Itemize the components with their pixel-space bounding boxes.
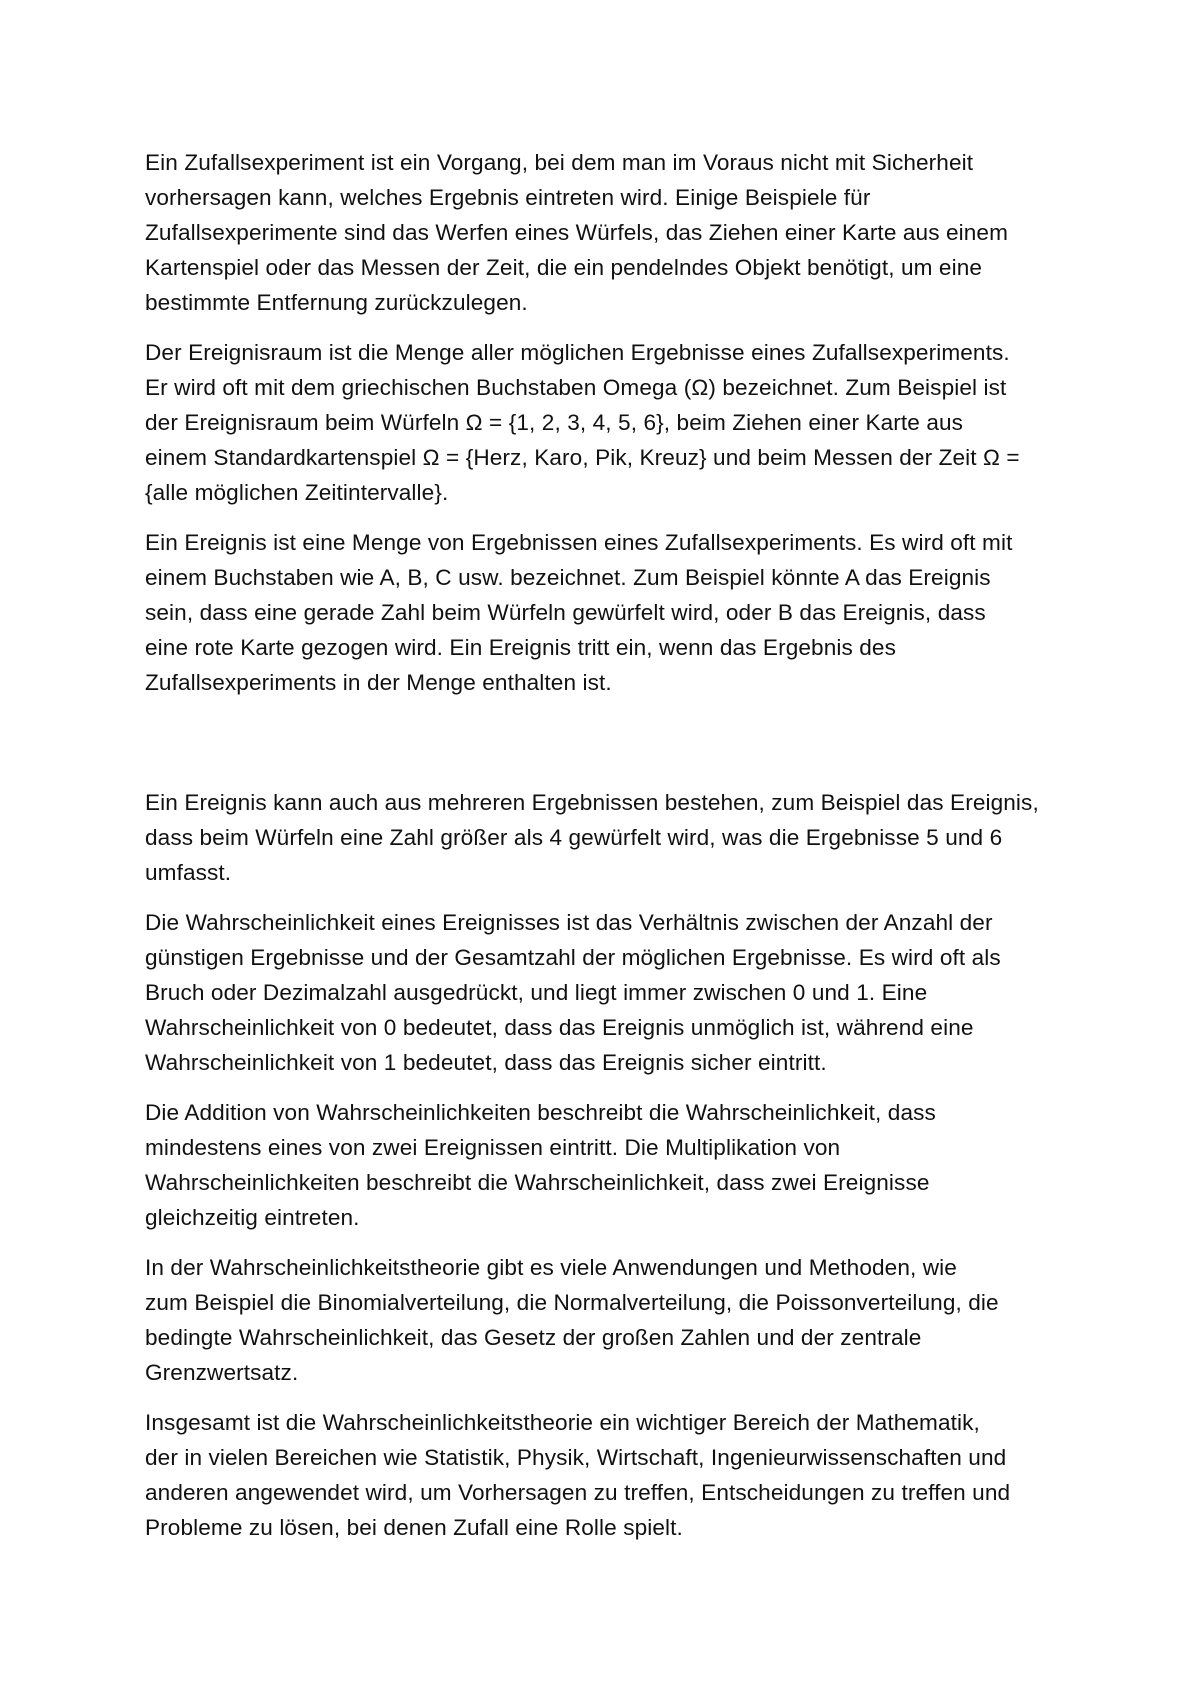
paragraph-zufallsexperiment: Ein Zufallsexperiment ist ein Vorgang, bei dem man im Voraus nicht mit Sicherheit vorhersagen kann, welches Ergebnis eintreten wird. Einige Beispiele für Zufallsexperimente sind das Werfen eines Würfels, das Ziehen einer Karte aus einem Kartenspiel oder das Messen der Zeit, die ein pendelndes Objekt benötigt, um eine bestimmte Entfernung zurückzulegen.	[145, 150, 1008, 315]
paragraph-wahrscheinlichkeit: Die Wahrscheinlichkeit eines Ereignisses ist das Verhältnis zwischen der Anzahl der günstigen Ergebnisse und der Gesamtzahl der möglichen Ergebnisse. Es wird oft als Bruch oder Dezimalzahl ausgedrückt, und liegt immer zwischen 0 und 1. Eine Wahrscheinlichkeit von 0 bedeutet, dass das Ereignis unmöglich ist, während eine Wahrscheinlichkeit von 1 bedeutet, dass das Ereignis sicher eintritt.	[145, 910, 1001, 1075]
paragraph-ereignisraum: Der Ereignisraum ist die Menge aller möglichen Ergebnisse eines Zufallsexperiments. Er wird oft mit dem griechischen Buchstaben Omega (Ω) bezeichnet. Zum Beispiel ist der Ereignisraum beim Würfeln Ω = {1, 2, 3, 4, 5, 6}, beim Ziehen einer Karte aus einem Standardkartenspiel Ω = {Herz, Karo, Pik, Kreuz} und beim Messen der Zeit Ω = {alle möglichen Zeitintervalle}.	[145, 340, 1020, 505]
paragraph-insgesamt: Insgesamt ist die Wahrscheinlichkeitstheorie ein wichtiger Bereich der Mathematik, der in vielen Bereichen wie Statistik, Physik, Wirtschaft, Ingenieurwissenschaften und anderen angewendet wird, um Vorhersagen zu treffen, Entscheidungen zu treffen und Probleme zu lösen, bei denen Zufall eine Rolle spielt.	[145, 1410, 1011, 1540]
paragraph-anwendungen: In der Wahrscheinlichkeitstheorie gibt es viele Anwendungen und Methoden, wie zum Beispiel die Binomialverteilung, die Normalverteilung, die Poissonverteilung, die bedingte Wahrscheinlichkeit, das Gesetz der großen Zahlen und der zentrale Grenzwertsatz.	[145, 1255, 999, 1385]
paragraph-addition-multiplikation: Die Addition von Wahrscheinlichkeiten beschreibt die Wahrscheinlichkeit, dass mindestens eines von zwei Ereignissen eintritt. Die Multiplikation von Wahrscheinlichkeiten beschreibt die Wahrscheinlichkeit, dass zwei Ereignisse gleichzeitig eintreten.	[145, 1100, 936, 1230]
paragraph-mehrere-ergebnisse: Ein Ereignis kann auch aus mehreren Ergebnissen bestehen, zum Beispiel das Ereignis, dass beim Würfeln eine Zahl größer als 4 gewürfelt wird, was die Ergebnisse 5 und 6 umfasst.	[145, 790, 1039, 885]
document-body	[145, 145, 1075, 1560]
paragraph-ereignis: Ein Ereignis ist eine Menge von Ergebnissen eines Zufallsexperiments. Es wird oft mit einem Buchstaben wie A, B, C usw. bezeichnet. Zum Beispiel könnte A das Ereignis sein, dass eine gerade Zahl beim Würfeln gewürfelt wird, oder B das Ereignis, dass eine rote Karte gezogen wird. Ein Ereignis tritt ein, wenn das Ergebnis des Zufallsexperiments in der Menge enthalten ist.	[145, 530, 1013, 695]
